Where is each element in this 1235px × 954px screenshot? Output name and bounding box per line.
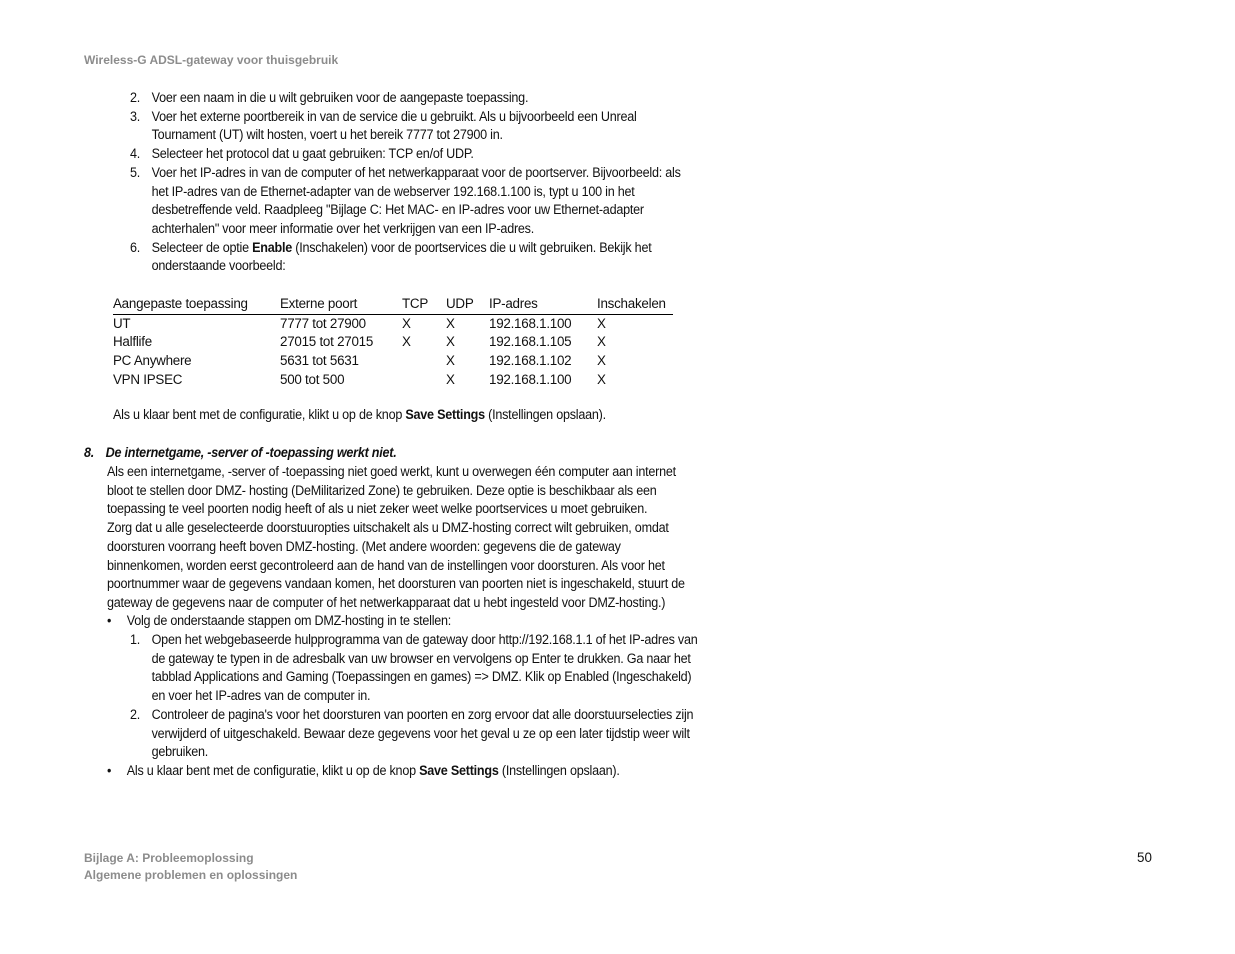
table-header-row [113,295,673,314]
list-item [130,145,681,164]
step-number: 6. [130,239,141,255]
list-item [130,164,681,239]
step-number: 2. [130,90,141,105]
table-cell: X [402,334,411,350]
table-cell: X [446,315,455,331]
table-cell: X [597,353,606,369]
section-paragraph [107,463,685,613]
bullet-row [107,612,451,631]
column-header: Aangepaste toepassing [113,295,280,314]
note-text: (Instellingen opslaan). [484,407,606,422]
footer-section: Algemene problemen en oplossingen [84,867,298,882]
bullet-icon: • [107,613,112,628]
column-header: IP-adres [489,295,597,314]
table-row [113,371,673,390]
footer-chapter: Bijlage A: Probleemoplossing [84,851,254,865]
bullet-text: Als u klaar bent met de configuratie, klikt u op de knop [126,763,420,778]
section-title: De internetgame, -server of -toepassing werkt niet. [105,445,397,460]
step-text: de gateway te typen in de adresbalk van uw browser en vervolgens op Enter te drukken. Ga naar het [151,650,691,666]
table-cell: X [446,334,455,350]
save-settings-label: Save Settings [419,763,499,778]
step-text: Voer het IP-adres in van de computer of het netwerkapparaat voor de poortserver. Bijvoorbeeld: als [151,164,681,180]
step-text: Selecteer het protocol dat u gaat gebruiken: TCP en/of UDP. [151,146,474,162]
table-cell: VPN IPSEC [113,371,183,387]
step-number: 1. [130,632,141,647]
dmz-steps-list [130,631,697,762]
table-row [113,333,673,352]
table-cell: 192.168.1.102 [489,353,572,369]
column-header: Inschakelen [597,295,673,314]
step-text: Controleer de pagina's voor het doorsturen van poorten en zorg ervoor dat alle doorstuurselecties zijn [151,706,694,722]
table-cell: 192.168.1.100 [489,371,572,387]
paragraph-line: gateway de gegevens naar de computer of het netwerkapparaat dat u hebt ingesteld voor DMZ-hosting.) [107,594,666,610]
list-item [130,631,697,706]
paragraph-line: binnenkomen, worden eerst gecontroleerd aan de hand van de instellingen voor doorsturen. Als voor het [107,557,665,573]
step-text-part: Selecteer de optie [151,239,253,255]
table-cell: X [597,334,606,350]
port-forwarding-table [113,295,673,390]
step-text: onderstaande voorbeeld: [151,258,286,274]
step-text: het IP-adres van de Ethernet-adapter van de webserver 192.168.1.100 is, typt u 100 in het [151,183,635,199]
bullet-text: Volg de onderstaande stappen om DMZ-hosting in te stellen: [126,613,452,628]
note-text: Als u klaar bent met de configuratie, klikt u op de knop [113,407,406,422]
page-number: 50 [1137,850,1152,865]
step-number: 3. [130,108,141,124]
enable-option-label: Enable [252,239,292,255]
table-cell: Halflife [113,334,152,350]
step-text: desbetreffende veld. Raadpleeg "Bijlage C: Het MAC- en IP-adres voor uw Ethernet-adapter [151,202,644,218]
step-text-part: (Inschakelen) voor de poortservices die u wilt gebruiken. Bekijk het [291,239,652,255]
table-cell: X [402,315,411,331]
step-number: 5. [130,164,141,180]
list-item [130,89,681,108]
section-heading [84,444,397,463]
table-cell: 500 tot 500 [280,371,345,387]
column-header: UDP [446,295,489,314]
step-text: verwijderd of uitgeschakeld. Bewaar deze gegevens voor het geval u ze op een later tijdstip weer wilt [151,725,690,741]
step-number: 2. [130,706,141,722]
step-number: 4. [130,146,141,162]
table-cell: X [446,353,455,369]
table-cell: X [597,315,606,331]
table-row [113,352,673,371]
paragraph-line: toepassing te veel poorten nodig heeft of als u niet zeker weet welke poortservices u moet gebruiken. [107,501,648,517]
paragraph-line: Zorg dat u alle geselecteerde doorstuuropties uitschakelt als u DMZ-hosting correct wilt gebruiken, omdat [107,520,669,536]
step-text: gebruiken. [151,744,209,760]
table-cell: 7777 tot 27900 [280,315,366,331]
table-cell: UT [113,315,131,331]
save-settings-note [113,406,606,425]
bullet-icon: • [107,763,112,778]
table-cell: X [597,371,606,387]
table-cell: PC Anywhere [113,353,192,369]
list-item [130,108,681,145]
table-row [113,314,673,333]
step-text [152,239,681,258]
paragraph-line: bloot te stellen door DMZ- hosting (DeMilitarized Zone) te gebruiken. Deze optie is beschikbaar als een [107,482,657,498]
paragraph-line: poortnummer waar de gegevens vandaan komen, het doorsturen van poorten niet is ingeschakeld, stuurt de [107,576,685,592]
paragraph-line: Als een internetgame, -server of -toepassing niet goed werkt, kunt u overwegen één computer aan internet [107,464,676,479]
bullet-text: (Instellingen opslaan). [498,763,620,778]
table-cell: 27015 tot 27015 [280,334,374,350]
column-header: TCP [402,295,446,314]
step-text: Open het webgebaseerde hulpprogramma van de gateway door http://192.168.1.1 of het IP-adres van [151,632,698,647]
running-header: Wireless-G ADSL-gateway voor thuisgebruik [84,53,339,67]
table-cell: 192.168.1.105 [489,334,572,350]
step-text: achterhalen" voor meer informatie over het verkrijgen van een IP-adres. [151,220,535,236]
step-text: en voer het IP-adres van de computer in. [151,688,371,704]
table-cell [402,352,446,371]
table-cell: 192.168.1.100 [489,315,572,331]
column-header: Externe poort [280,295,402,314]
paragraph-line: doorsturen voorrang heeft boven DMZ-hosting. (Met andere woorden: gegevens die de gateway [107,538,621,554]
list-item [130,706,697,762]
section-number: 8. [84,445,95,460]
bullet-row [107,762,620,781]
table-cell: X [446,371,455,387]
save-settings-label: Save Settings [405,407,485,422]
bullet-item [107,612,451,631]
bullet-item [107,762,620,781]
list-item [130,239,681,276]
step-text: Voer het externe poortbereik in van de service die u gebruikt. Als u bijvoorbeeld een Unreal [151,108,637,124]
step-text: tabblad Applications and Gaming (Toepassingen en games) => DMZ. Klik op Enabled (Ingeschakeld) [151,669,692,685]
steps-list [130,89,681,276]
page-footer [84,850,297,883]
step-text: Tournament (UT) wilt hosten, voert u het bereik 7777 tot 27900 in. [151,127,503,143]
table-cell: 5631 tot 5631 [280,353,359,369]
table-cell [402,371,446,390]
step-text: Voer een naam in die u wilt gebruiken voor de aangepaste toepassing. [151,90,529,105]
